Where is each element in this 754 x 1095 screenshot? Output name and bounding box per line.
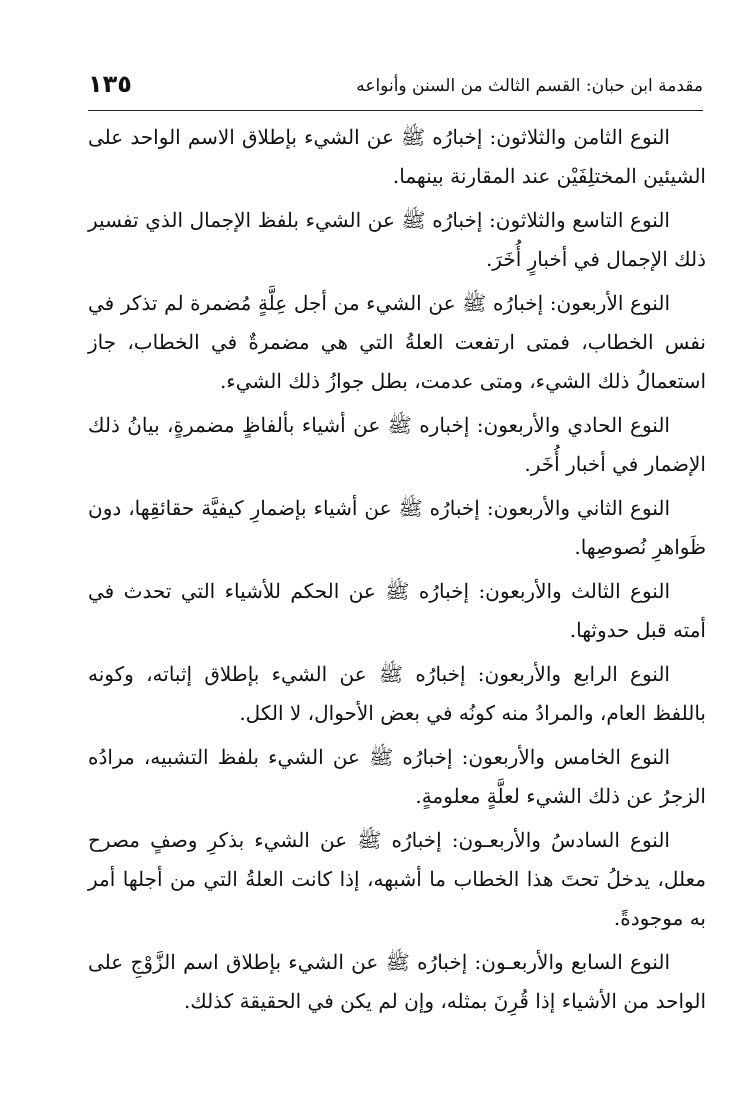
page-number: ١٣٥ — [88, 70, 132, 98]
paragraph-type-41: النوع الحادي والأربعون: إخباره ﷺ عن أشياء بألفاظٍ مضمرةٍ، بيانُ ذلك الإضمار في أخبار أُخَر. — [88, 413, 706, 476]
paragraph-type-45: النوع الخامس والأربعون: إخبارُه ﷺ عن الشيء بلفظ التشبيه، مرادُه الزجرُ عن ذلك الشيء لعلَّةٍ معلومةٍ. — [88, 745, 706, 808]
paragraph-type-40: النوع الأربعون: إخبارُه ﷺ عن الشيء من أجل عِلَّةٍ مُضمرة لم تذكر في نفس الخطاب، فمتى ارتفعت العلةُ التي هي مضمرةٌ في الخطاب، جاز استعمالُ ذلك الشيء، ومتى عدمت، بطل جوازُ ذلك الشيء. — [88, 291, 706, 393]
paragraph-type-46: النوع السادسُ والأربعـون: إخبارُه ﷺ عن الشيء بذكرِ وصفٍ مصرح معلل، يدخلُ تحتَ هذا الخطاب ما أشبهه، إذا كانت العلةُ التي من أجلها أمر به موجودةً. — [88, 828, 706, 930]
page-header — [88, 66, 703, 111]
paragraph-type-38: النوع الثامن والثلاثون: إخبارُه ﷺ عن الشيء بإطلاق الاسم الواحد على الشيئين المختلِفَيْن عند المقارنة بينهما. — [88, 125, 706, 188]
paragraph-type-39: النوع التاسع والثلاثون: إخبارُه ﷺ عن الشيء بلفظ الإجمال الذي تفسير ذلك الإجمال في أخبارٍ أُخَرَ. — [88, 208, 706, 271]
paragraph-type-47: النوع السابع والأربعـون: إخبارُه ﷺ عن الشيء بإطلاق اسم الزَّوْجِ على الواحد من الأشياء إذا قُرِنَ بمثله، وإن لم يكن في الحقيقة كذلك. — [88, 950, 706, 1013]
paragraph-type-43: النوع الثالث والأربعون: إخبارُه ﷺ عن الحكم للأشياء التي تحدث في أمته قبل حدوثها. — [88, 579, 706, 642]
paragraph-type-44: النوع الرابع والأربعون: إخبارُه ﷺ عن الشيء بإطلاق إثباته، وكونه باللفظ العام، والمرادُ منه كونُه في بعض الأحوال، لا الكل. — [88, 662, 706, 725]
running-title: مقدمة ابن حبان: القسم الثالث من السنن وأنواعه — [356, 76, 703, 96]
body-text — [88, 118, 706, 1026]
paragraph-type-42: النوع الثاني والأربعون: إخبارُه ﷺ عن أشياء بإضمارِ كيفيَّة حقائقِها، دون ظَواهرِ نُصوصِها. — [88, 496, 706, 559]
